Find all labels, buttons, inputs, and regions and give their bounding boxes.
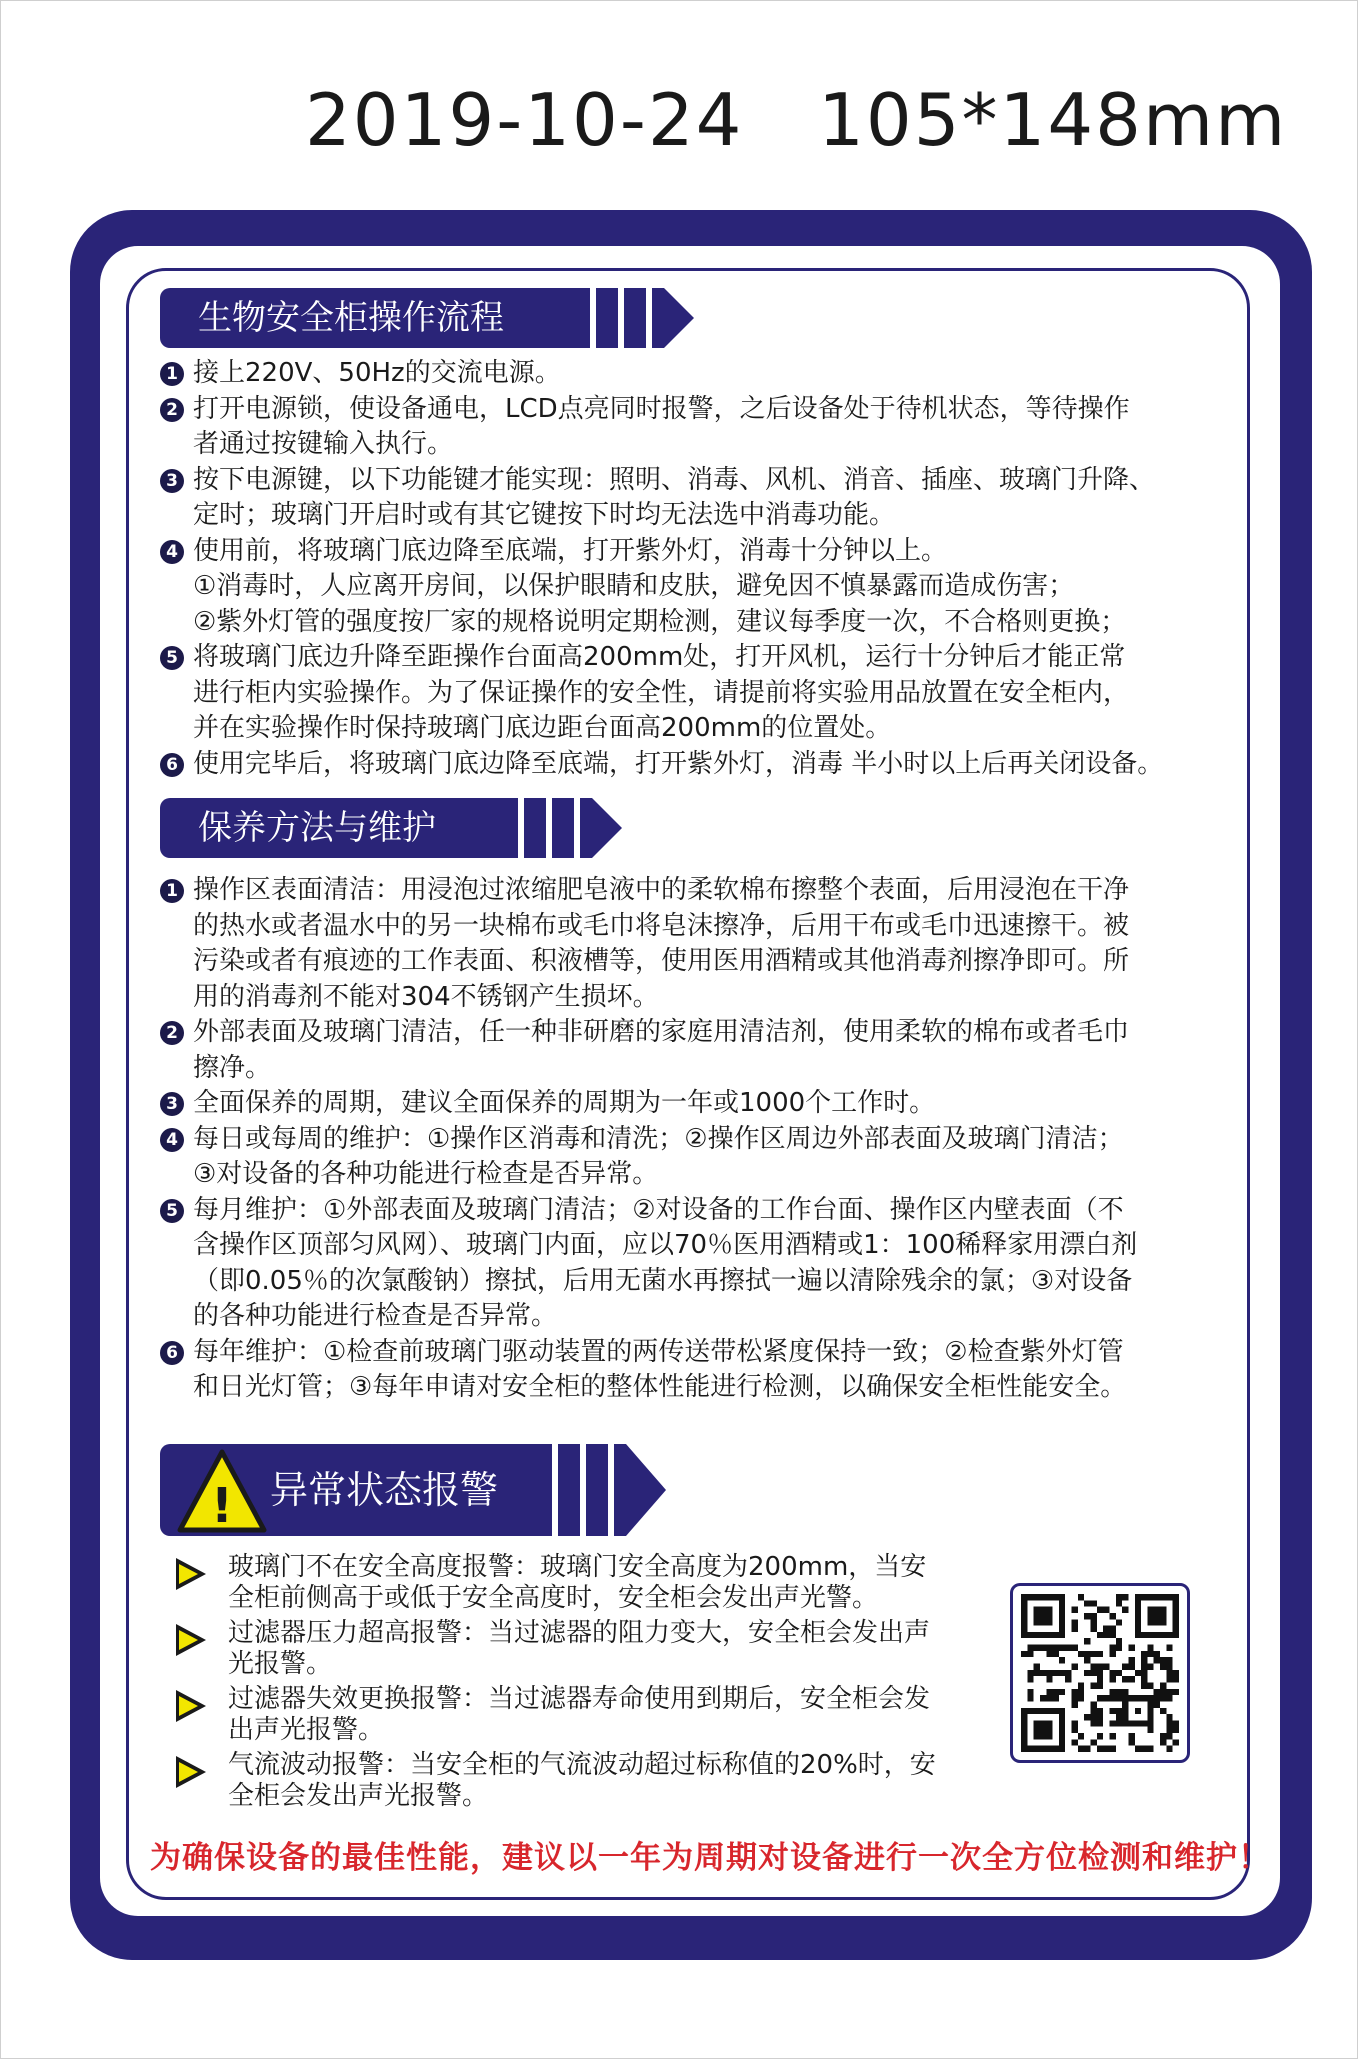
item-line: 每年维护：①检查前玻璃门驱动装置的两传送带松紧度保持一致；②检查紫外灯管	[193, 1336, 1124, 1367]
alarm-line: 过滤器失效更换报警：当过滤器寿命使用到期后，安全柜会发	[228, 1684, 931, 1714]
header-stripe	[558, 1444, 580, 1536]
alarm-line: 玻璃门不在安全高度报警：玻璃门安全高度为200mm，当安	[228, 1552, 927, 1582]
alarm-item	[176, 1684, 1006, 1746]
item-line: ②紫外灯管的强度按厂家的规格说明定期检测，建议每季度一次，不合格则更换；	[193, 606, 1127, 637]
section-maintenance-list	[160, 873, 1250, 1406]
alarm-line: 全柜会发出声光报警。	[228, 1781, 489, 1811]
item-line: 每日或每周的维护：①操作区消毒和清洗；②操作区周边外部表面及玻璃门清洁；	[193, 1123, 1124, 1154]
alarm-line: 全柜前侧高于或低于安全高度时，安全柜会发出声光警。	[228, 1583, 879, 1613]
number-badge-icon: 2	[160, 1021, 184, 1045]
section-title: 生物安全柜操作流程	[160, 288, 590, 348]
item-line: ③对设备的各种功能进行检查是否异常。	[193, 1159, 659, 1189]
item-line: 的各种功能进行检查是否异常。	[193, 1301, 558, 1331]
item-line: 含操作区顶部匀风网）、玻璃门内面，应以70％医用酒精或1：100稀释家用漂白剂	[193, 1230, 1138, 1260]
warning-icon	[176, 1448, 268, 1534]
item-line: 污染或者有痕迹的工作表面、积液槽等，使用医用酒精或其他消毒剂擦净即可。所	[193, 946, 1130, 976]
triangle-bullet-icon	[176, 1624, 206, 1656]
item-line: 擦净。	[193, 1052, 272, 1083]
item-line: 将玻璃门底边升降至距操作台面高200mm处，打开风机，运行十分钟后才能正常	[193, 642, 1126, 672]
alarm-line: 过滤器压力超高报警：当过滤器的阻力变大，安全柜会发出声	[228, 1618, 931, 1648]
section-title: 异常状态报警	[270, 1468, 499, 1512]
list-item	[160, 1122, 1250, 1193]
header-stripe	[552, 798, 574, 858]
list-item	[160, 463, 1250, 534]
item-line: 进行柜内实验操作。为了保证操作的安全性，请提前将实验用品放置在安全柜内，	[193, 677, 1130, 708]
warning-glyph: !	[211, 1478, 233, 1534]
triangle-bullet-icon	[176, 1558, 206, 1590]
list-item	[160, 747, 1250, 783]
alarm-item	[176, 1750, 1006, 1812]
section-alarm-list	[176, 1552, 1006, 1816]
item-line: 定时；玻璃门开启时或有其它键按下时均无法选中消毒功能。	[193, 500, 896, 530]
item-line: ①消毒时，人应离开房间，以保护眼睛和皮肤，避免因不慎暴露而造成伤害；	[193, 571, 1075, 601]
number-badge-icon: 2	[160, 398, 184, 422]
item-line: 者通过按键输入执行。	[193, 429, 454, 459]
item-line: 的热水或者温水中的另一块棉布或毛巾将皂沫擦净，后用干布或毛巾迅速擦干。被	[193, 910, 1130, 941]
list-item	[160, 356, 1250, 392]
number-badge-icon: 3	[160, 469, 184, 493]
item-line: 使用完毕后，将玻璃门底边降至底端，打开紫外灯，消毒 半小时以上后再关闭设备。	[193, 748, 1164, 779]
header-stripe	[524, 798, 546, 858]
header-arrow-icon	[664, 288, 694, 348]
item-line: 每月维护：①外部表面及玻璃门清洁；②对设备的工作台面、操作区内壁表面（不	[193, 1194, 1124, 1225]
header-stripe	[614, 1444, 626, 1536]
item-line: 接上220V、50Hz的交流电源。	[193, 358, 561, 388]
item-line: 用的消毒剂不能对304不锈钢产生损坏。	[193, 981, 659, 1012]
alarm-line: 光报警。	[228, 1649, 333, 1679]
list-item	[160, 640, 1250, 747]
list-item	[160, 534, 1250, 641]
item-line: 按下电源键，以下功能键才能实现：照明、消毒、风机、消音、插座、玻璃门升降、	[193, 464, 1156, 495]
section-title: 保养方法与维护	[160, 798, 518, 858]
header-stripe	[596, 288, 618, 348]
number-badge-icon: 1	[160, 362, 184, 386]
header-stripe	[624, 288, 646, 348]
item-line: 使用前，将玻璃门底边降至底端，打开紫外灯，消毒十分钟以上。	[193, 535, 948, 566]
list-item	[160, 1086, 1250, 1122]
number-badge-icon: 6	[160, 1341, 184, 1365]
number-badge-icon: 5	[160, 646, 184, 670]
item-line: 和日光灯管；③每年申请对安全柜的整体性能进行检测，以确保安全柜性能安全。	[193, 1372, 1127, 1402]
footer-recommendation: 为确保设备的最佳性能，建议以一年为周期对设备进行一次全方位检测和维护！	[150, 1840, 1270, 1876]
item-line: 操作区表面清洁：用浸泡过浓缩肥皂液中的柔软棉布擦整个表面，后用浸泡在干净	[193, 875, 1130, 905]
item-line: 并在实验操作时保持玻璃门底边距台面高200mm的位置处。	[193, 713, 892, 743]
print-spec-header: 2019-10-24 105*148mm	[305, 78, 1288, 162]
alarm-item	[176, 1552, 1006, 1614]
number-badge-icon: 3	[160, 1092, 184, 1116]
number-badge-icon: 5	[160, 1199, 184, 1223]
item-line: （即0.05％的次氯酸钠）擦拭，后用无菌水再擦拭一遍以清除残余的氯；③对设备	[193, 1265, 1133, 1296]
alarm-item	[176, 1618, 1006, 1680]
number-badge-icon: 6	[160, 753, 184, 777]
section-header-operation	[160, 288, 700, 348]
item-line: 外部表面及玻璃门清洁，任一种非研磨的家庭用清洁剂，使用柔软的棉布或者毛巾	[193, 1017, 1130, 1047]
list-item	[160, 1193, 1250, 1335]
qr-code	[1021, 1594, 1179, 1752]
header-arrow-icon	[626, 1444, 666, 1536]
section-operation-list	[160, 356, 1250, 782]
list-item	[160, 392, 1250, 463]
qr-code-frame	[1010, 1583, 1190, 1763]
header-stripe	[652, 288, 664, 348]
list-item	[160, 1015, 1250, 1086]
section-header-maintenance	[160, 798, 630, 858]
number-badge-icon: 4	[160, 540, 184, 564]
item-line: 全面保养的周期，建议全面保养的周期为一年或1000个工作时。	[193, 1088, 936, 1118]
section-header-alarm	[160, 1444, 665, 1536]
alarm-line: 气流波动报警：当安全柜的气流波动超过标称值的20%时，安	[228, 1750, 936, 1780]
item-line: 打开电源锁，使设备通电，LCD点亮同时报警，之后设备处于待机状态，等待操作	[193, 393, 1130, 424]
header-arrow-icon	[592, 798, 622, 858]
alarm-line: 出声光报警。	[228, 1715, 385, 1745]
triangle-bullet-icon	[176, 1690, 206, 1722]
number-badge-icon: 1	[160, 879, 184, 903]
header-stripe	[580, 798, 592, 858]
number-badge-icon: 4	[160, 1128, 184, 1152]
triangle-bullet-icon	[176, 1756, 206, 1788]
header-stripe	[586, 1444, 608, 1536]
list-item	[160, 873, 1250, 1015]
list-item	[160, 1335, 1250, 1406]
